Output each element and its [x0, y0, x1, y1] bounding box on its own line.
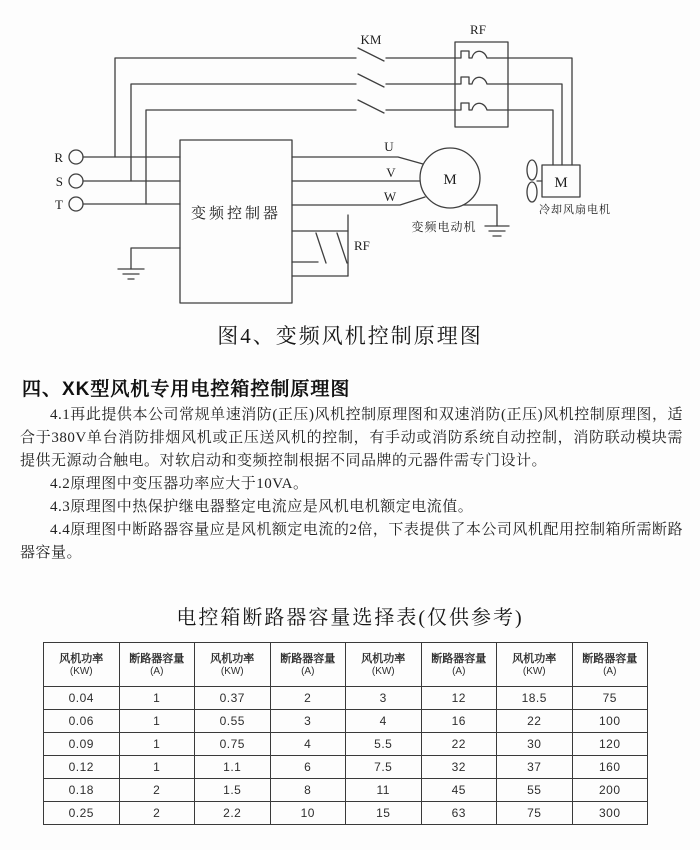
- table-header-row: [44, 643, 648, 687]
- section-body: [20, 404, 683, 565]
- paragraph-4-1: 4.1再此提供本公司常规单速消防(正压)风机控制原理图和双速消防(正压)风机控制原理图，适合于380V单台消防排烟风机或正压送风机的控制，有手动或消防系统自动控制，消防联动模块需提供无源动合触电。对软启动和变频控制根据不同品牌的元器件需专门设计。: [20, 407, 683, 469]
- table-cell: 45: [421, 779, 497, 802]
- table-header-cell: 断路器容量 (A): [119, 643, 195, 687]
- table-cell: 37: [497, 756, 573, 779]
- table-cell: 3: [346, 687, 422, 710]
- table-cell: 0.09: [44, 733, 120, 756]
- km-label: KM: [360, 32, 382, 47]
- table-cell: 0.75: [195, 733, 271, 756]
- table-row: [44, 802, 648, 825]
- table-header-cell: 风机功率 (KW): [346, 643, 422, 687]
- table-cell: 0.06: [44, 710, 120, 733]
- rf-contact-label: RF: [354, 238, 370, 253]
- power-input-terminals: [69, 150, 180, 211]
- km-contactor-icon: [358, 48, 455, 113]
- table-cell: 4: [270, 733, 346, 756]
- table-cell: 0.04: [44, 687, 120, 710]
- breaker-capacity-table: [43, 642, 648, 825]
- terminal-label-s: S: [55, 174, 63, 189]
- table-header-cell: 断路器容量 (A): [421, 643, 497, 687]
- controller-label: 变频控制器: [190, 206, 282, 222]
- table-cell: 22: [421, 733, 497, 756]
- table-cell: 1: [119, 733, 195, 756]
- rf-label: RF: [470, 22, 486, 37]
- table-header-cell: 风机功率 (KW): [44, 643, 120, 687]
- table-cell: 120: [572, 733, 648, 756]
- table-cell: 55: [497, 779, 573, 802]
- table-cell: 10: [270, 802, 346, 825]
- terminal-label-r: R: [54, 150, 63, 165]
- table-title: 电控箱断路器容量选择表(仅供参考): [176, 607, 524, 629]
- fan-motor-label-m: M: [554, 175, 568, 191]
- table-header-cell: 风机功率 (KW): [195, 643, 271, 687]
- terminal-label-t: T: [55, 197, 63, 212]
- table-cell: 5.5: [346, 733, 422, 756]
- table-cell: 22: [497, 710, 573, 733]
- phase-label-w: W: [383, 189, 397, 204]
- table-cell: 3: [270, 710, 346, 733]
- paragraph-4-4: 4.4原理图中断路器容量应是风机额定电流的2倍，下表提供了本公司风机配用控制箱所需断路器容量。: [20, 522, 683, 561]
- table-cell: 4: [346, 710, 422, 733]
- table-cell: 15: [346, 802, 422, 825]
- table-header-cell: 风机功率 (KW): [497, 643, 573, 687]
- table-cell: 0.55: [195, 710, 271, 733]
- paragraph-4-2: 4.2原理图中变压器功率应大于10VA。: [50, 476, 309, 492]
- table-cell: 6: [270, 756, 346, 779]
- table-cell: 1.5: [195, 779, 271, 802]
- paragraph-4-3: 4.3原理图中热保护继电器整定电流应是风机电机额定电流值。: [50, 499, 474, 515]
- table-cell: 0.37: [195, 687, 271, 710]
- table-cell: 200: [572, 779, 648, 802]
- table-cell: 0.25: [44, 802, 120, 825]
- rf-contact-loop-icon: [292, 215, 348, 276]
- ground-icon-left: [118, 248, 180, 279]
- section-heading: 四、XK型风机专用电控箱控制原理图: [22, 379, 351, 400]
- table-row: [44, 779, 648, 802]
- phase-label-v: V: [386, 165, 396, 180]
- table-cell: 7.5: [346, 756, 422, 779]
- output-wires: [292, 157, 425, 205]
- table-row: [44, 687, 648, 710]
- table-cell: 30: [497, 733, 573, 756]
- phase-label-u: U: [384, 139, 394, 154]
- fan-motor-caption: 冷却风扇电机: [539, 204, 611, 216]
- table-cell: 0.18: [44, 779, 120, 802]
- table-cell: 75: [572, 687, 648, 710]
- table-cell: 1.1: [195, 756, 271, 779]
- table-cell: 11: [346, 779, 422, 802]
- table-cell: 160: [572, 756, 648, 779]
- circuit-diagram-figure: [0, 0, 700, 318]
- table-cell: 100: [572, 710, 648, 733]
- table-header-cell: 断路器容量 (A): [572, 643, 648, 687]
- table-cell: 1: [119, 687, 195, 710]
- table-cell: 8: [270, 779, 346, 802]
- table-cell: 16: [421, 710, 497, 733]
- main-motor-label-m: M: [443, 172, 457, 188]
- table-cell: 63: [421, 802, 497, 825]
- table-cell: 2: [119, 779, 195, 802]
- table-cell: 32: [421, 756, 497, 779]
- table-cell: 1: [119, 710, 195, 733]
- table-cell: 2.2: [195, 802, 271, 825]
- table-cell: 2: [119, 802, 195, 825]
- rf-thermal-relay-icon: [455, 42, 572, 165]
- table-row: [44, 710, 648, 733]
- table-row: [44, 756, 648, 779]
- table-row: [44, 733, 648, 756]
- table-cell: 12: [421, 687, 497, 710]
- branch-wires: [115, 58, 356, 204]
- table-cell: 75: [497, 802, 573, 825]
- table-cell: 1: [119, 756, 195, 779]
- table-header-cell: 断路器容量 (A): [270, 643, 346, 687]
- figure-caption: 图4、变频风机控制原理图: [217, 324, 483, 348]
- main-motor-caption: 变频电动机: [411, 220, 477, 234]
- table-cell: 18.5: [497, 687, 573, 710]
- table-cell: 300: [572, 802, 648, 825]
- table-cell: 0.12: [44, 756, 120, 779]
- table-cell: 2: [270, 687, 346, 710]
